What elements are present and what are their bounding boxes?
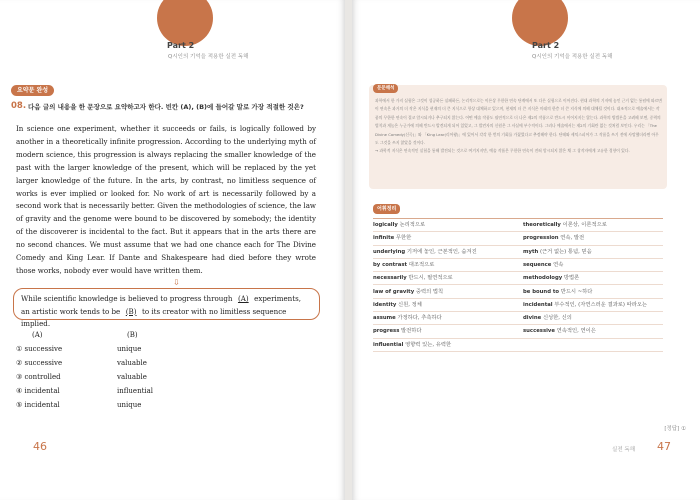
option-a: successive — [24, 345, 63, 353]
question-text: 다음 글의 내용을 한 문장으로 요약하고자 한다. 빈칸 (A), (B)에 들어갈 말로 가장 적절한 것은? — [28, 103, 304, 111]
option-b: valuable — [117, 373, 147, 381]
vocab-row — [373, 259, 663, 272]
vocab-table — [373, 218, 663, 348]
option-header-b: (B) — [127, 331, 138, 339]
vocab-meaning: 이론상, 이론적으로 — [562, 222, 607, 228]
vocab-meaning: 대조적으로 — [408, 261, 435, 268]
option-b: unique — [117, 345, 142, 353]
option-header-a: (A) — [32, 331, 43, 339]
translation-body: 과학에서 한 가지 실험은 그것이 성공하든 실패하든, 논리적으로는 이론상 무한한 연속 단계에서 또 다른 실험으로 이어진다. 현대 과학의 기저에 놓인 근거 없는 통념에 따르면 이 연속은 과거의 더 작은 지식을 현재의 더 큰 지식으로 항상 대체하고 있으며, 현재의 더 큰 지식은 미래의 한층 더 큰 지식에 의해 대체될 것이다. 대조적으로 예술에서는 작품의 무한한 연속이 결코 암시되거나 추구되지 않는다. 어떤 예술 작품도 필연적으로 더 나은 제2의 작품으로 반드시 이어지지는 않는다. 과학의 방법론을 고려해 보면, 중력의 법칙과 게놈은 누군가에 의해 반드시 발견되게 되어 있었고, 그 발견자의 신원은 그 사실에 부수적이다. 그러나 예술에서는 제2의 기회란 없는 것처럼 보인다. 우리는 「The Divine Comedy(신곡)」와 「King Lear(리어왕)」에 있어서 각각 한 번의 기회를 가졌었다고 추정해야 한다. 단테와 셰익스피어가 그 작품을 쓰기 전에 사망했더라면 아무도 그것을 쓰지 않았을 것이다. — [375, 98, 662, 146]
option-b: unique — [117, 401, 142, 409]
vocab-word: infinite — [373, 235, 395, 242]
vocab-row — [373, 312, 663, 325]
part-circle-decoration — [512, 0, 568, 46]
option-b: influential — [117, 387, 154, 395]
part-label: Part 2 — [167, 41, 195, 50]
vocab-word: logically — [373, 222, 398, 228]
option-b: valuable — [117, 359, 147, 367]
vocab-meaning: 무한한 — [395, 235, 412, 242]
vocab-word: progress — [373, 328, 400, 335]
vocab-word: sequence — [523, 261, 552, 268]
vocab-row — [373, 246, 663, 259]
summary-text-1: While scientific knowledge is believed to progress through — [21, 294, 235, 303]
option-a: incidental — [24, 401, 60, 409]
vocab-word: theoretically — [523, 222, 561, 228]
vocab-meaning: 기저에 놓인, 근본적인, 숨겨진 — [406, 248, 477, 255]
vocab-meaning: 연속적인, 연이은 — [556, 328, 596, 335]
vocab-word: myth — [523, 248, 539, 255]
vocab-word: incidental — [523, 301, 553, 308]
blank-b: (B) — [125, 306, 137, 316]
vocab-row — [373, 339, 663, 352]
vocab-meaning: 중력의 법칙 — [415, 288, 444, 295]
vocab-meaning: 반드시 ~하다 — [560, 288, 593, 295]
vocab-word: assume — [373, 315, 396, 322]
option-number: ④ — [16, 387, 23, 395]
vocab-meaning: 신성한, 신의 — [542, 315, 572, 322]
vocab-meaning: (근거 없는) 통념, 믿음 — [539, 248, 592, 255]
vocab-word: law of gravity — [373, 288, 415, 295]
option-a: successive — [24, 359, 63, 367]
vocab-row — [373, 232, 663, 245]
summary-text-3: to its creator with no limitless sequence implied. — [21, 306, 287, 328]
vocab-meaning: 반드시, 필연적으로 — [408, 275, 453, 282]
vocab-word: underlying — [373, 248, 406, 255]
vocab-meaning: 논리적으로 — [399, 222, 426, 228]
footer-label: 실전 독해 — [612, 447, 636, 453]
part-subtitle: Q시인의 기억을 적용한 실전 독해 — [532, 54, 613, 60]
option-number: ③ — [16, 373, 23, 381]
vocab-word: by contrast — [373, 261, 408, 268]
blank-a: (A) — [237, 294, 249, 303]
page-number-left: 46 — [33, 440, 47, 453]
summary-box — [13, 288, 320, 328]
vocab-row — [373, 325, 663, 338]
vocab-word: successive — [523, 328, 555, 335]
vocab-word: divine — [523, 315, 542, 322]
translation-summary: → 과학적 지식은 연속적인 실험을 통해 발전되는 것으로 여겨지지만, 예술 작품은 무한한 연속이 전혀 암시되지 않은 채 그 창작자에게 고유한 경향이 있다. — [375, 148, 630, 154]
vocab-meaning: 신원, 정체 — [398, 301, 422, 308]
vocab-row — [373, 286, 663, 299]
reading-passage: In science one experiment, whether it succeeds or fails, is logically followed by another in a theoretically infinite progression. According to the underlying myth of modern science, this progression is always replacing the smaller knowledge of the past with the larger knowledge of the present, which will be replaced by the yet larger knowledge of the future. In the arts, by contrast, no limitless sequence of works is ever implied or looked for. No work of art is necessarily followed by a second work that is necessarily better. Given the methodologies of science, the law of gravity and the genome were bound to be discovered by somebody; the identity of the discoverer is incidental to the fact. But it appears that in the arts there are no second chances. We must assume that we had one chance each for The Divine Comedy and King Lear. If Dante and Shakespeare had died before they wrote those works, nobody ever would have written them. — [16, 124, 316, 275]
part-circle-decoration — [157, 0, 213, 46]
question-number: 08. — [11, 101, 27, 111]
translation-text — [375, 97, 662, 156]
vocab-word: progression — [523, 235, 559, 242]
vocab-meaning: 발전하다 — [401, 328, 422, 335]
translation-tag: 문문해석 — [373, 84, 398, 93]
summary-text-2: experiments, an artistic work tends to be — [21, 294, 301, 316]
vocab-row — [373, 219, 663, 232]
vocab-word: influential — [373, 341, 404, 348]
option-number: ① — [16, 345, 23, 353]
option-number: ⑤ — [16, 401, 23, 409]
section-tag: 요약문 완성 — [11, 85, 54, 96]
part-label: Part 2 — [532, 41, 560, 50]
vocab-meaning: 연속, 발전 — [560, 235, 585, 242]
vocab-row — [373, 272, 663, 285]
vocab-meaning: 가정하다, 추측하다 — [397, 315, 442, 322]
vocab-tag: 어휘정리 — [373, 204, 400, 214]
left-page — [0, 0, 345, 500]
vocab-word: identity — [373, 301, 397, 308]
answer-reference: [정답] ① — [664, 426, 686, 432]
vocab-word: be bound to — [523, 288, 560, 295]
option-a: controlled — [24, 373, 61, 381]
vocab-word: necessarily — [373, 275, 407, 282]
vocab-word: methodology — [523, 275, 563, 282]
part-subtitle: Q시인의 기억을 적용한 실전 독해 — [168, 54, 249, 60]
right-page — [352, 0, 700, 500]
page-number-right: 47 — [657, 440, 671, 453]
down-arrow-icon: ⇩ — [173, 278, 180, 287]
vocab-meaning: 방법론 — [563, 275, 580, 282]
vocab-meaning: 연속 — [553, 261, 564, 268]
vocab-meaning: 부수적인, (자연스러운 결과로) 따라오는 — [554, 301, 648, 308]
option-number: ② — [16, 359, 23, 367]
vocab-row — [373, 299, 663, 312]
option-a: incidental — [24, 387, 60, 395]
vocab-meaning: 영향력 있는, 유력한 — [405, 341, 452, 348]
